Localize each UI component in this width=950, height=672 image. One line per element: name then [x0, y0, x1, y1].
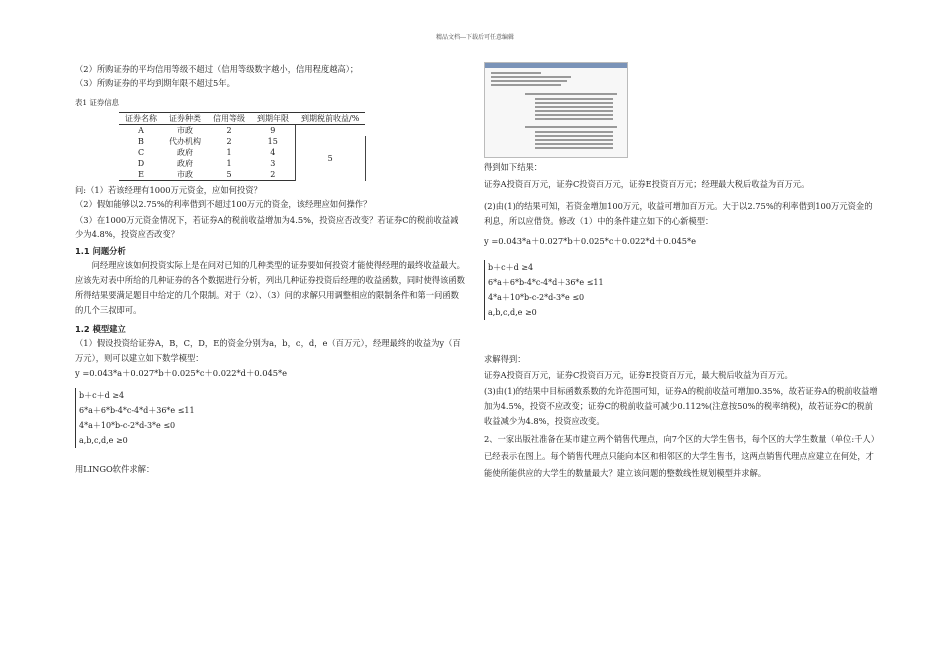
result-2: 证券A投资百万元，证券C投资百万元，证券E投资百万元，最大税后收益为百万元。 [484, 370, 793, 380]
table-cell: 3 [270, 159, 276, 168]
constraint-system [75, 388, 465, 448]
table-cell: 2 [226, 126, 232, 135]
table-cell: D [137, 159, 145, 168]
constraint: b＋c＋d ≥4 [79, 391, 125, 400]
constraint: b＋c＋d ≥4 [488, 263, 534, 272]
results-intro: 得到如下结果： [484, 162, 543, 172]
page-header: 精品文档---下载后可任意编辑 [435, 34, 515, 41]
table-cell: 5 [207, 169, 251, 181]
table-cell: A [138, 126, 144, 135]
left-column [75, 62, 465, 476]
table-cell: 4 [270, 148, 276, 157]
condition-2: （2）所购证券的平均信用等级不超过（信用等级数字越小，信用程度越高）； [75, 64, 359, 74]
table-cell: 代办机构 [169, 137, 201, 146]
table-cell: E [119, 169, 163, 181]
section-1-2-heading: 1.2 模型建立 [75, 324, 126, 334]
table-merged-cell: 5 [295, 136, 365, 181]
constraint: 4*a＋10*b-c-2*d-3*e ≤0 [79, 421, 176, 430]
constraint: a,b,c,d,e ≥0 [79, 436, 128, 445]
table-header-cell: 证券名称 [119, 113, 163, 125]
table-cell: 15 [267, 137, 278, 146]
table-cell: 9 [270, 126, 276, 135]
solve-label: 求解得到： [484, 354, 526, 364]
table-cell: 2 [251, 169, 295, 181]
table-cell: 1 [226, 159, 232, 168]
model-intro: （1）假设投资给证券A，B，C，D，E的资金分别为a，b，c，d，e（百万元），经理最终的收益为y（百万元），则可以建立如下数学模型： [75, 338, 461, 363]
result-1: 证券A投资百万元，证券C投资百万元，证券E投资百万元；经理最大税后收益为百万元。 [484, 179, 810, 189]
table-header-cell: 证券种类 [163, 113, 207, 125]
part-2-paragraph: (2)由(1)的结果可知，若资金增加100万元，收益可增加百万元。大于以2.75%的利率借到100万元资金的利息，所以应借贷。修改（1）中的条件建立如下的心新模型： [484, 201, 873, 226]
right-column [484, 160, 879, 482]
condition-3: （3）所购证券的平均到期年限不超过5年。 [75, 78, 235, 88]
lingo-solution-screenshot [484, 62, 628, 158]
constraint: 6*a＋6*b-4*c-4*d＋36*e ≤11 [79, 406, 195, 415]
analysis-paragraph: 问经理应该如何投资实际上是在问对已知的几种类型的证券要如何投资才能使得经理的最终收益最大。应该先对表中所给的几种证券的各个数据进行分析，列出几种证券投资后经理的收益函数，同时使得该函数所得结果要满足题目中给定的几个限制。对于（2）、（3）问的求解只用调整相应的限制条件和第一问函数的几个三叔即可。 [75, 260, 465, 315]
part-3-paragraph: (3)由(1)的结果中目标函数系数的允许范围可知，证券A的税前收益可增加0.35%，故若证券A的税前收益增加为4.5%，投资不应改变；证券C的税前收益可减少0.112%(注意按50%的税率纳税)，故若证券C的税前收益减少为4.8%，投资应改变。 [484, 386, 878, 426]
constraint: 6*a＋6*b-4*c-4*d＋36*e ≤11 [488, 278, 604, 287]
table-cell: 市政 [163, 169, 207, 181]
table-cell: 市政 [177, 126, 193, 135]
constraint: a,b,c,d,e ≥0 [488, 308, 537, 317]
securities-table [119, 112, 366, 181]
table-cell: 政府 [177, 159, 193, 168]
lingo-note: 用LINGO软件求解： [75, 464, 155, 474]
table-cell: 政府 [177, 148, 193, 157]
table-header-cell: 到期税前收益/% [295, 113, 365, 125]
question-2: （2）假如能够以2.75%的利率借到不超过100万元的资金，该经理应如何操作？ [75, 199, 372, 209]
table-cell-empty [295, 125, 365, 137]
constraint-system-2 [484, 260, 879, 320]
problem-2-paragraph: 2、一家出版社准备在某市建立两个销售代理点，向7个区的大学生售书，每个区的大学生数量（单位:千人）已经表示在图上。每个销售代理点只能向本区和相邻区的大学生售书，这两点销售代理点应建立在何处，才能使所能供应的大学生的数量最大？建立该问题的整数线性规划模型并求解。 [484, 434, 880, 478]
objective-function-2: y =0.043*a＋0.027*b＋0.025*c＋0.022*d＋0.045*e [484, 236, 697, 246]
question-1: 问:（1）若该经理有1000万元资金，应如何投资？ [75, 185, 262, 195]
section-1-1-heading: 1.1 问题分析 [75, 246, 126, 256]
table-header-cell: 到期年限 [251, 113, 295, 125]
constraint: 4*a＋10*b-c-2*d-3*e ≤0 [488, 293, 585, 302]
objective-function: y =0.043*a＋0.027*b＋0.025*c＋0.022*d＋0.045*e [75, 368, 288, 378]
table-header-row [119, 113, 365, 125]
table-cell: 1 [226, 148, 232, 157]
table-cell: C [137, 148, 145, 157]
table-caption: 表1 证券信息 [75, 98, 120, 107]
table-row [119, 125, 365, 137]
table-header-cell: 信用等级 [207, 113, 251, 125]
question-3: （3）在1000万元资金情况下，若证券A的税前收益增加为4.5%，投资应否改变？若证券C的税前收益减少为4.8%，投资应否改变？ [75, 215, 459, 239]
table-row [119, 136, 365, 147]
table-cell: 2 [226, 137, 232, 146]
window-title-bar [485, 63, 627, 68]
table-cell: B [138, 137, 144, 146]
